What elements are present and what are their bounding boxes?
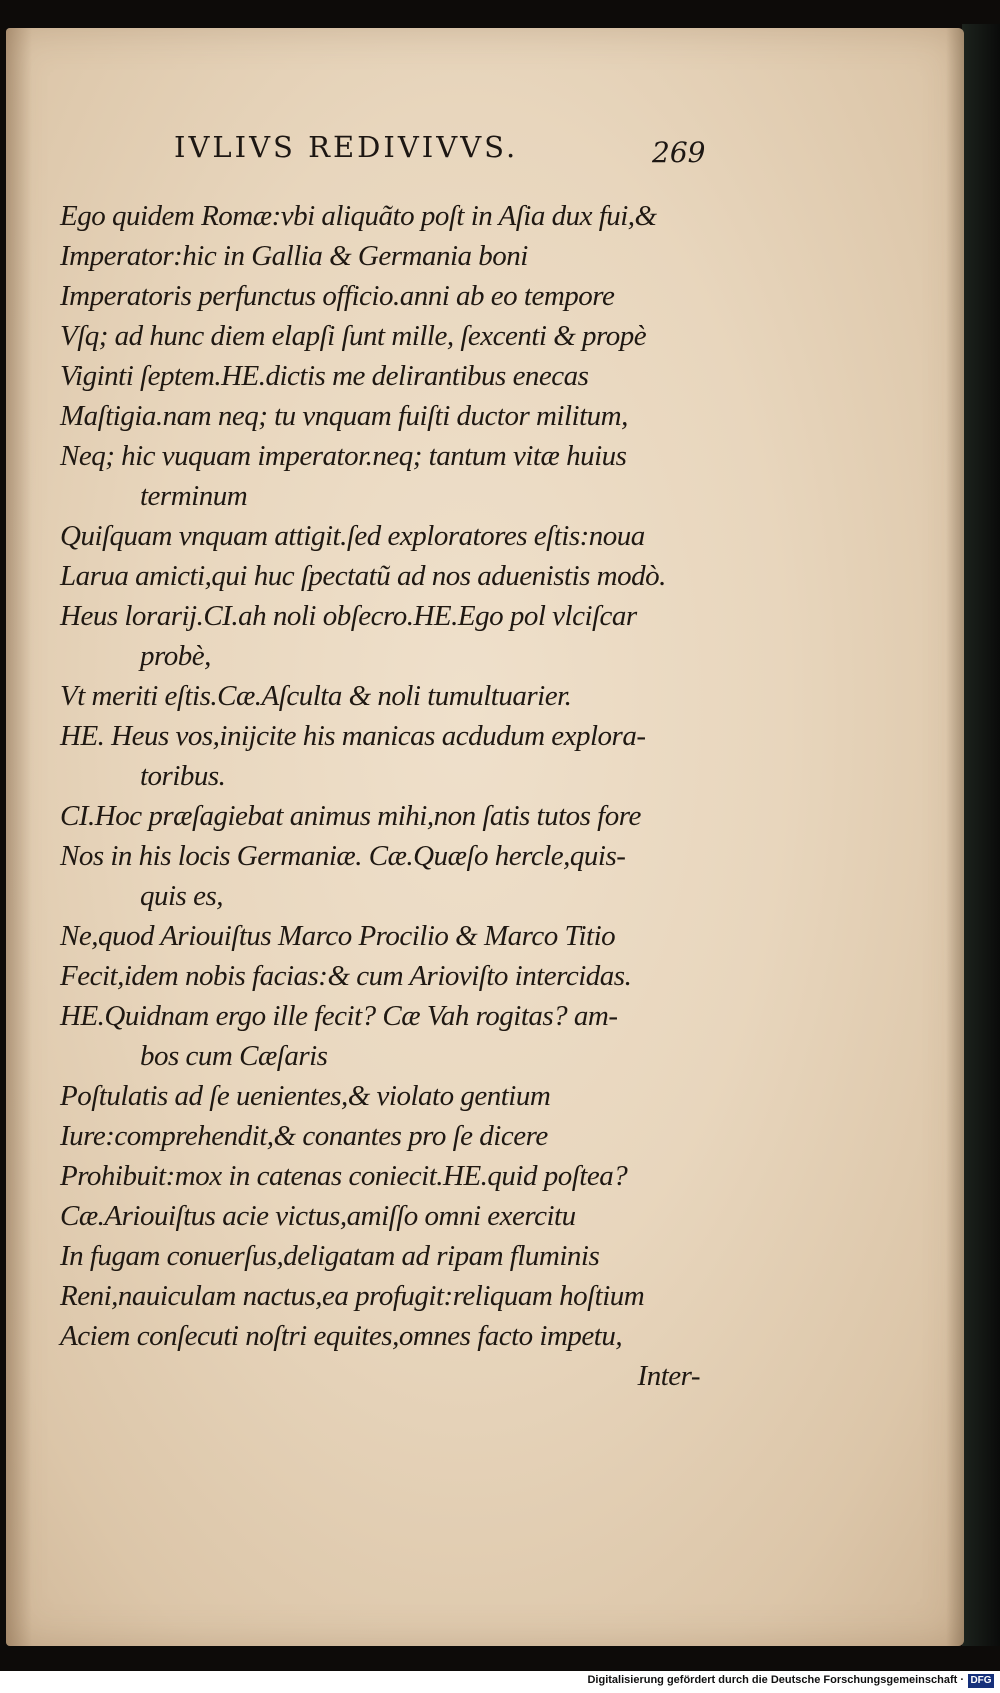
text-line: Imperator:hic in Gallia & Germania boni <box>60 240 528 272</box>
text-line: Iure:comprehendit,& conantes pro ſe dicere <box>60 1120 548 1152</box>
text-line: Nos in his locis Germaniæ. Cæ.Quæſo hercle,quis- <box>60 840 626 872</box>
text-line: Heus lorarij.CI.ah noli obſecro.HE.Ego pol vlciſcar <box>60 600 637 632</box>
text-line: Poſtulatis ad ſe uenientes,& violato gentium <box>60 1080 551 1112</box>
text-line: Viginti ſeptem.HE.dictis me delirantibus enecas <box>60 360 589 392</box>
text-line: quis es, <box>140 880 223 912</box>
text-line: Aciem conſecuti noſtri equites,omnes facto impetu, <box>60 1320 623 1352</box>
text-line: HE.Quidnam ergo ille fecit? Cæ Vah rogitas? am- <box>60 1000 618 1032</box>
text-line: CI.Hoc præſagiebat animus mihi,non ſatis tutos fore <box>60 800 641 832</box>
page-header <box>6 122 964 174</box>
text-line: Quiſquam vnquam attigit.ſed exploratores eſtis:noua <box>60 520 645 552</box>
book-page <box>6 28 964 1646</box>
text-line: terminum <box>140 480 248 512</box>
text-line: Vſq; ad hunc diem elapſi ſunt mille, ſexcenti & propè <box>60 320 647 352</box>
text-line: toribus. <box>140 760 226 792</box>
text-line: Ego quidem Romæ:vbi aliquãto poſt in Aſia dux fui,& <box>60 200 657 232</box>
text-line: Prohibuit:mox in catenas coniecit.HE.quid poſtea? <box>60 1160 628 1192</box>
text-line: Reni,nauiculam nactus,ea profugit:reliquam hoſtium <box>60 1280 645 1312</box>
text-line: Ne,quod Ariouiſtus Marco Procilio & Marco Titio <box>60 920 616 952</box>
text-block <box>60 196 720 1396</box>
digitization-credit-bar <box>0 1671 1000 1693</box>
running-head: IVLIVS REDIVIVVS. <box>174 130 519 164</box>
text-line: Fecit,idem nobis facias:& cum Arioviſto intercidas. <box>60 960 632 992</box>
text-line: Inter- <box>637 1360 700 1392</box>
text-line: Vt meriti eſtis.Cæ.Aſculta & noli tumultuarier. <box>60 680 572 712</box>
dfg-logo: DFG <box>968 1674 994 1688</box>
text-line: probè, <box>140 640 211 672</box>
text-line: HE. Heus vos,inijcite his manicas acdudum explora- <box>60 720 646 752</box>
text-line: Cæ.Ariouiſtus acie victus,amiſſo omni exercitu <box>60 1200 576 1232</box>
digitization-credit: Digitalisierung gefördert durch die Deutsche Forschungsgemeinschaft · <box>587 1674 964 1686</box>
text-line: In fugam conuerſus,deligatam ad ripam fluminis <box>60 1240 600 1272</box>
text-line: Maſtigia.nam neq; tu vnquam fuiſti ductor militum, <box>60 400 628 432</box>
text-line: bos cum Cæſaris <box>140 1040 328 1072</box>
book-cover-edge <box>962 24 1000 1646</box>
text-line: Larua amicti,qui huc ſpectatũ ad nos aduenistis modò. <box>60 560 666 592</box>
text-line: Neq; hic vuquam imperator.neq; tantum vitæ huius <box>60 440 627 472</box>
page-number: 269 <box>652 136 706 169</box>
text-line: Imperatoris perfunctus officio.anni ab eo tempore <box>60 280 615 312</box>
